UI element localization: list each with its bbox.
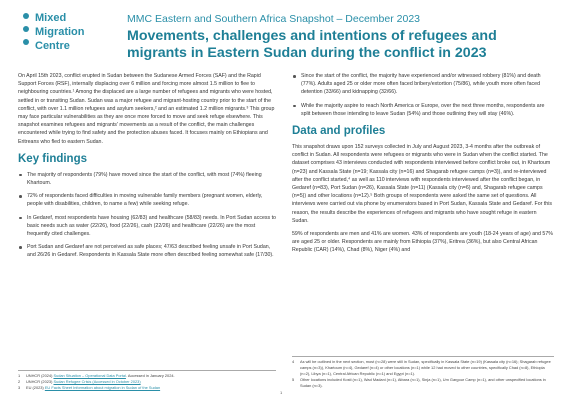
snapshot-label: MMC Eastern and Southern Africa Snapshot – December 2023 — [127, 13, 420, 25]
key-finding-item: While the majority aspire to reach North America or Europe, over the next three months, respondents are split between those intending to leave Sudan (54%) and those outlining they will stay (46%). — [292, 102, 554, 118]
footnote-text: UNHCR (2024) — [26, 373, 54, 378]
footnote-link[interactable]: Sudan Refugee Crisis (Accessed in October 2023) — [53, 379, 141, 384]
footnote-text: UNHCR (2023) — [26, 379, 54, 384]
logo-line-1: Mixed — [35, 12, 67, 24]
footnote-number: 3 — [18, 385, 21, 390]
footnote — [18, 385, 276, 391]
logo-dots-icon — [20, 13, 34, 53]
footnote-link[interactable]: Sudan Situation – Operational Data Portal — [53, 373, 126, 378]
key-findings-list — [18, 171, 276, 260]
key-finding-item: 72% of respondents faced difficulties in moving vulnerable family members (pregnant women, elderly, people with disabilities, children, to name a few) while seeking refuge. — [18, 192, 276, 208]
left-column — [18, 72, 276, 265]
key-finding-item: In Gedaref, most respondents have housing (62/83) and healthcare (58/83) needs. In Port Sudan access to basic needs such as water (22/26), food (22/26), cash (22/26) and healthcare (22/26) are the most frequently cited challenges. — [18, 214, 276, 239]
footnotes-right — [292, 356, 554, 389]
logo-line-2: Migration — [35, 26, 85, 38]
footnote-number: 1 — [18, 373, 21, 378]
footnote-link[interactable]: EU Facts Sheet Information about migration in Sudan of the Sudan — [44, 385, 161, 390]
footnote-text: . Accessed in January 2024. — [125, 373, 175, 378]
logo-line-3: Centre — [35, 40, 70, 52]
footnote-text: As will be outlined in the next section, most (n=28) were still in Sudan, specifically in Kassala State (n=19) (Kassala city (n=16); Shagarab refugee camps (n=3)), Khartoum (n=4), Gedaref (n=4) or other locations (n=1) while 12 had moved to other countries, specifically Chad (n=8), Ethiopia (n=2), Libya (n=1), Central African Republic (n=1) and Egypt (n=1). — [300, 359, 551, 376]
key-finding-item: Since the start of the conflict, the majority have experienced and/or witnessed robbery (81%) and death (77%). Adults aged 25 or older more often faced bribery/extortion (75/86), while youth more often faced detention (33/66) and kidnapping (32/66). — [292, 72, 554, 97]
key-findings-continued-list — [292, 72, 554, 118]
footnote — [292, 377, 554, 389]
data-profiles-paragraph: 59% of respondents are men and 41% are women. 43% of respondents are youth (18-24 years of age) and 57% are aged 25 or older. Respondents are mainly from Ethiopia (37%), Eritrea (36%), but also Central African Republic (CAR) (14%), Chad (8%), Niger (4%) and — [292, 231, 553, 254]
footnote-text: EU (2023) — [26, 385, 45, 390]
footnote-number: 2 — [18, 379, 21, 384]
key-findings-heading: Key findings — [18, 152, 88, 165]
data-profiles-paragraph: This snapshot draws upon 152 surveys collected in July and August 2023, 3-4 months after the outbreak of conflict in Sudan. All respondents were refugees or migrants who were in Sudan when the conflict started. The dataset comprises 43 interviews conducted with respondents interviewed before conflict broke out, in Khartoum (n=23) and Kassala State (n=19; Kassala city (n=16) and Shagarab refugee camps (n=3)), and re-interviewed after the conflict started,⁴ as well as 110 interviews with respondents interviewed after the conflict began, in Gedaref (n=83), Port Sudan (n=26), Kassala State (n=11) (Kassala city (n=6) and, Shagarab refugee camps (n=5)) and other locations (n=12).⁵ Both groups of respondents were asked the same set of questions. All interviews were carried out via phone by enumerators based in Port Sudan, Kassala State and Gedaref. For this reason, the results describe the experiences of refugees and migrants who have sought refuge in eastern Sudan. — [292, 144, 553, 224]
footnote-text: Other locations included Kosti (n=1), Wad Madani (n=1), Atbara (n=1), Sinja (n=1), Um Gargour Camp (n=1), and other unspecified locations in Sudan (n=3). — [300, 377, 546, 388]
mmc-logo — [20, 12, 115, 57]
footnotes-left — [18, 370, 276, 391]
footnote — [292, 359, 554, 377]
data-profiles-heading: Data and profiles — [292, 125, 386, 138]
page-number: 1 — [280, 390, 283, 395]
key-finding-item: The majority of respondents (79%) have moved since the start of the conflict, with most (74%) fleeing Khartoum. — [18, 171, 276, 187]
footnote-number: 5 — [292, 377, 295, 382]
intro-paragraph: On April 15th 2023, conflict erupted in Sudan between the Sudanese Armed Forces (SAF) and the Rapid Support Forces (RSF), internally displacing over 6 million and forcing more almost 1.5 million to flee to neighbouring countries.¹ Among the displaced are a large number of refugees and migrants who were hosted, settled in or transiting Sudan. Sudan was a major refugee and migrant-hosting country prior to the start of the conflict, with over 1.1 million refugees and asylum seekers,² and an estimated 1.2 million migrants.³ This group may face particular vulnerabilities as they are once more forced to move and seek refuge elsewhere. This snapshot examines refugees and migrants' movements as a result of the conflict, the main challenges encountered while trying to find safety and the protection abuses faced. It focuses mainly on Ethiopians and Eritreans who fled to eastern Sudan. — [18, 73, 275, 145]
footnote-number: 4 — [292, 359, 295, 364]
right-column — [292, 72, 554, 260]
page-title: Movements, challenges and intentions of refugees and migrants in Eastern Sudan during the conflict in 2023 — [127, 28, 497, 61]
key-finding-item: Port Sudan and Gedaref are not perceived as safe places; 47/63 described feeling unsafe in Port Sudan, and 26/26 in Gedaref. Respondents in Kassala State more often described feeling somewhat safe (17/30). — [18, 243, 276, 259]
